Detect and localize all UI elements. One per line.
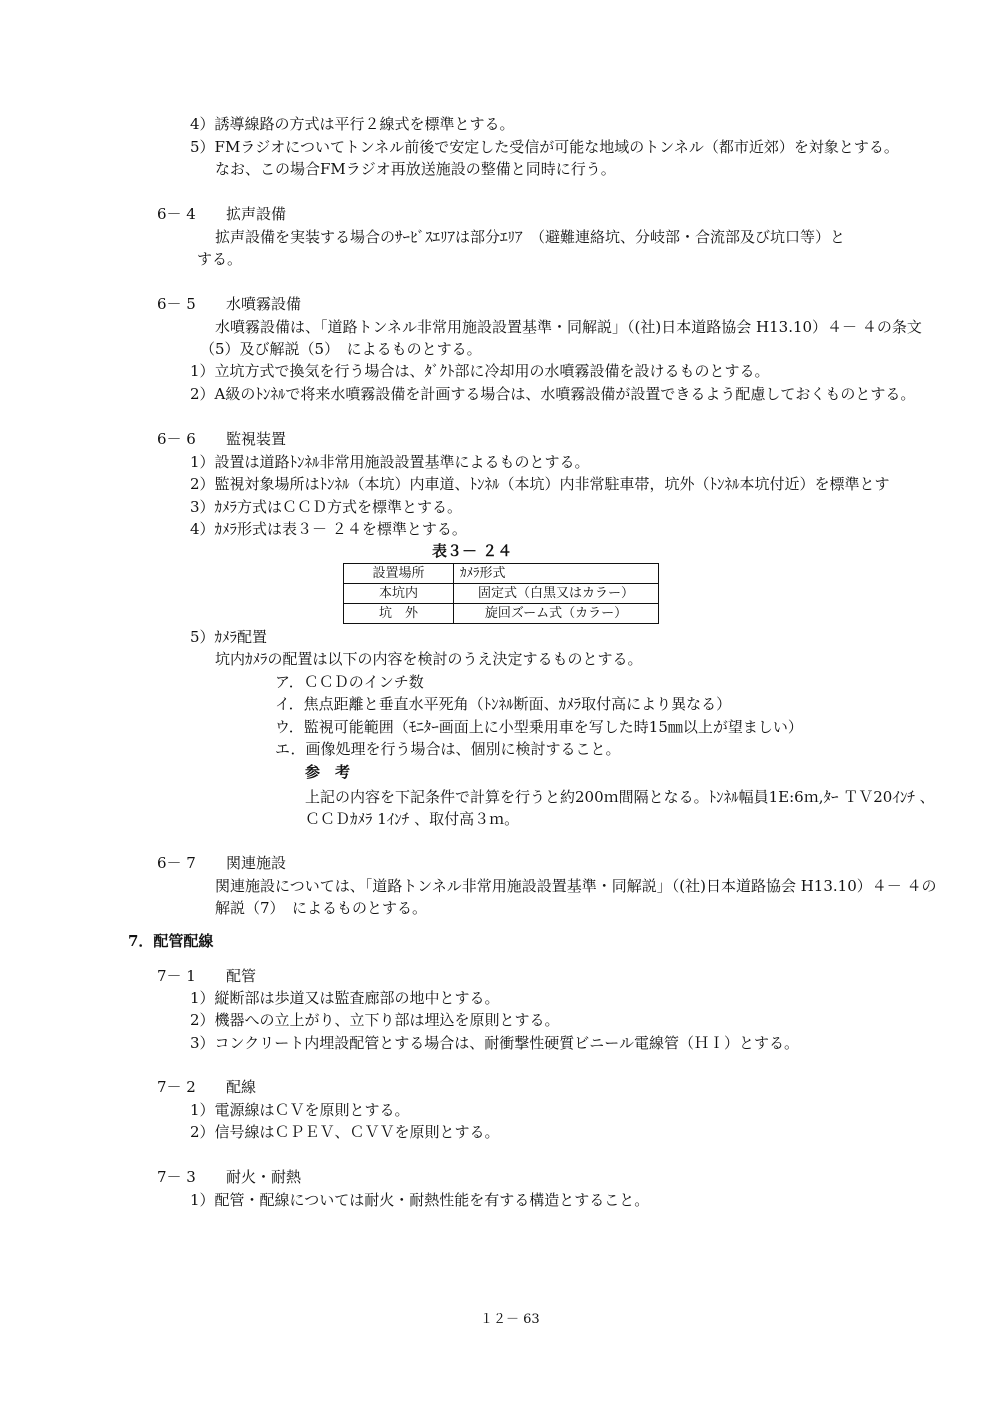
list-item: 1）縦断部は歩道又は監査廊部の地中とする。 [190,989,500,1007]
table-cell: 固定式（白黒又はカラー） [454,584,659,604]
section-title: 耐火・耐熱 [226,1168,302,1186]
table-caption: 表３－ ２４ [432,542,513,560]
reference-line: ＣＣＤｶﾒﾗ 1ｲﾝﾁ 、取付高３ｍ。 [305,810,520,828]
list-item: 2）信号線はＣＰＥＶ、ＣＶＶを原則とする。 [190,1123,500,1141]
list-item: 2）監視対象場所はﾄﾝﾈﾙ（本坑）内車道、ﾄﾝﾈﾙ（本坑）内非常駐車帯，坑外（ﾄﾝﾈﾙ本坑付近）を標準とす [190,475,890,493]
list-item: 2）機器への立上がり、立下り部は埋込を原則とする。 [190,1011,560,1029]
page-number: １２－ 63 [480,1312,540,1327]
list-item-note: なお、この場合FMラジオ再放送施設の整備と同時に行う。 [215,160,616,178]
list-item: 5）ｶﾒﾗ配置 [190,628,268,646]
list-item: 4）ｶﾒﾗ形式は表３－ ２４を標準とする。 [190,520,467,538]
table-cell: 旋回ズーム式（カラー） [454,604,659,624]
paragraph-line: 解説（7） によるものとする。 [215,899,428,917]
chapter-title: 7．配管配線 [128,932,214,950]
table-row [344,604,659,624]
paragraph-line: 水噴霧設備は、「道路トンネル非常用施設設置基準・同解説」（(社)日本道路協会 H13.10）４－ ４の条文 [215,318,922,336]
section-number: 7－ 3 [157,1168,196,1186]
sub-list-item: イ．焦点距離と垂直水平死角（ﾄﾝﾈﾙ断面、ｶﾒﾗ取付高により異なる） [275,695,732,713]
section-number: 6－ 7 [157,854,196,872]
section-title: 拡声設備 [226,205,287,223]
section-number: 7－ 2 [157,1078,196,1096]
section-title: 配管 [226,967,257,985]
reference-line: 上記の内容を下記条件で計算を行うと約200ｍ間隔となる。ﾄﾝﾈﾙ幅員1E:6ｍ,ﾀｰ ＴＶ20ｲﾝﾁ 、 [305,788,935,806]
section-number: 6－ 5 [157,295,196,313]
table-row [344,584,659,604]
table-header-cell: 設置場所 [344,564,454,584]
table-header-cell: ｶﾒﾗ形式 [454,564,659,584]
table-cell: 坑 外 [344,604,454,624]
section-title: 監視装置 [226,430,287,448]
list-item: 5）FMラジオについてトンネル前後で安定した受信が可能な地域のトンネル（都市近郊）を対象とする。 [190,138,899,156]
section-title: 関連施設 [226,854,287,872]
reference-title: 参 考 [305,763,351,781]
paragraph-line: （5）及び解説（5） によるものとする。 [200,340,482,358]
paragraph-line: 関連施設については、「道路トンネル非常用施設設置基準・同解説」（(社)日本道路協会 H13.10）４－ ４の [215,877,937,895]
section-number: 7－ 1 [157,967,196,985]
list-item: 1）配管・配線については耐火・耐熱性能を有する構造とすること。 [190,1191,650,1209]
list-item: 3）コンクリート内埋設配管とする場合は、耐衝撃性硬質ビニール電線管（ＨＩ）とする。 [190,1034,799,1052]
list-item: 2）A級のﾄﾝﾈﾙで将来水噴霧設備を計画する場合は、水噴霧設備が設置できるよう配慮しておくものとする。 [190,385,916,403]
sub-list-item: ア．ＣＣＤのインチ数 [275,673,424,691]
paragraph-line: 坑内ｶﾒﾗの配置は以下の内容を検討のうえ決定するものとする。 [215,650,643,668]
list-item: 3）ｶﾒﾗ方式はＣＣＤ方式を標準とする。 [190,498,463,516]
camera-type-table [343,563,659,624]
sub-list-item: エ．画像処理を行う場合は、個別に検討すること。 [275,740,621,758]
section-number: 6－ 4 [157,205,196,223]
sub-list-item: ウ．監視可能範囲（ﾓﾆﾀｰ画面上に小型乗用車を写した時15㎜以上が望ましい） [275,718,803,736]
paragraph-line: 拡声設備を実装する場合のｻｰﾋﾞｽｴﾘｱは部分ｴﾘｱ （避難連絡坑、分岐部・合流部及び坑口等）と [215,228,846,246]
list-item: 4）誘導線路の方式は平行２線式を標準とする。 [190,115,515,133]
section-title: 水噴霧設備 [226,295,302,313]
list-item: 1）立坑方式で換気を行う場合は、ﾀﾞｸﾄ部に冷却用の水噴霧設備を設けるものとする。 [190,362,770,380]
table-header-row [344,564,659,584]
section-number: 6－ 6 [157,430,196,448]
table-cell: 本坑内 [344,584,454,604]
section-title: 配線 [226,1078,257,1096]
list-item: 1）電源線はＣＶを原則とする。 [190,1101,410,1119]
list-item: 1）設置は道路ﾄﾝﾈﾙ非常用施設設置基準によるものとする。 [190,453,590,471]
paragraph-line: する。 [197,250,243,268]
